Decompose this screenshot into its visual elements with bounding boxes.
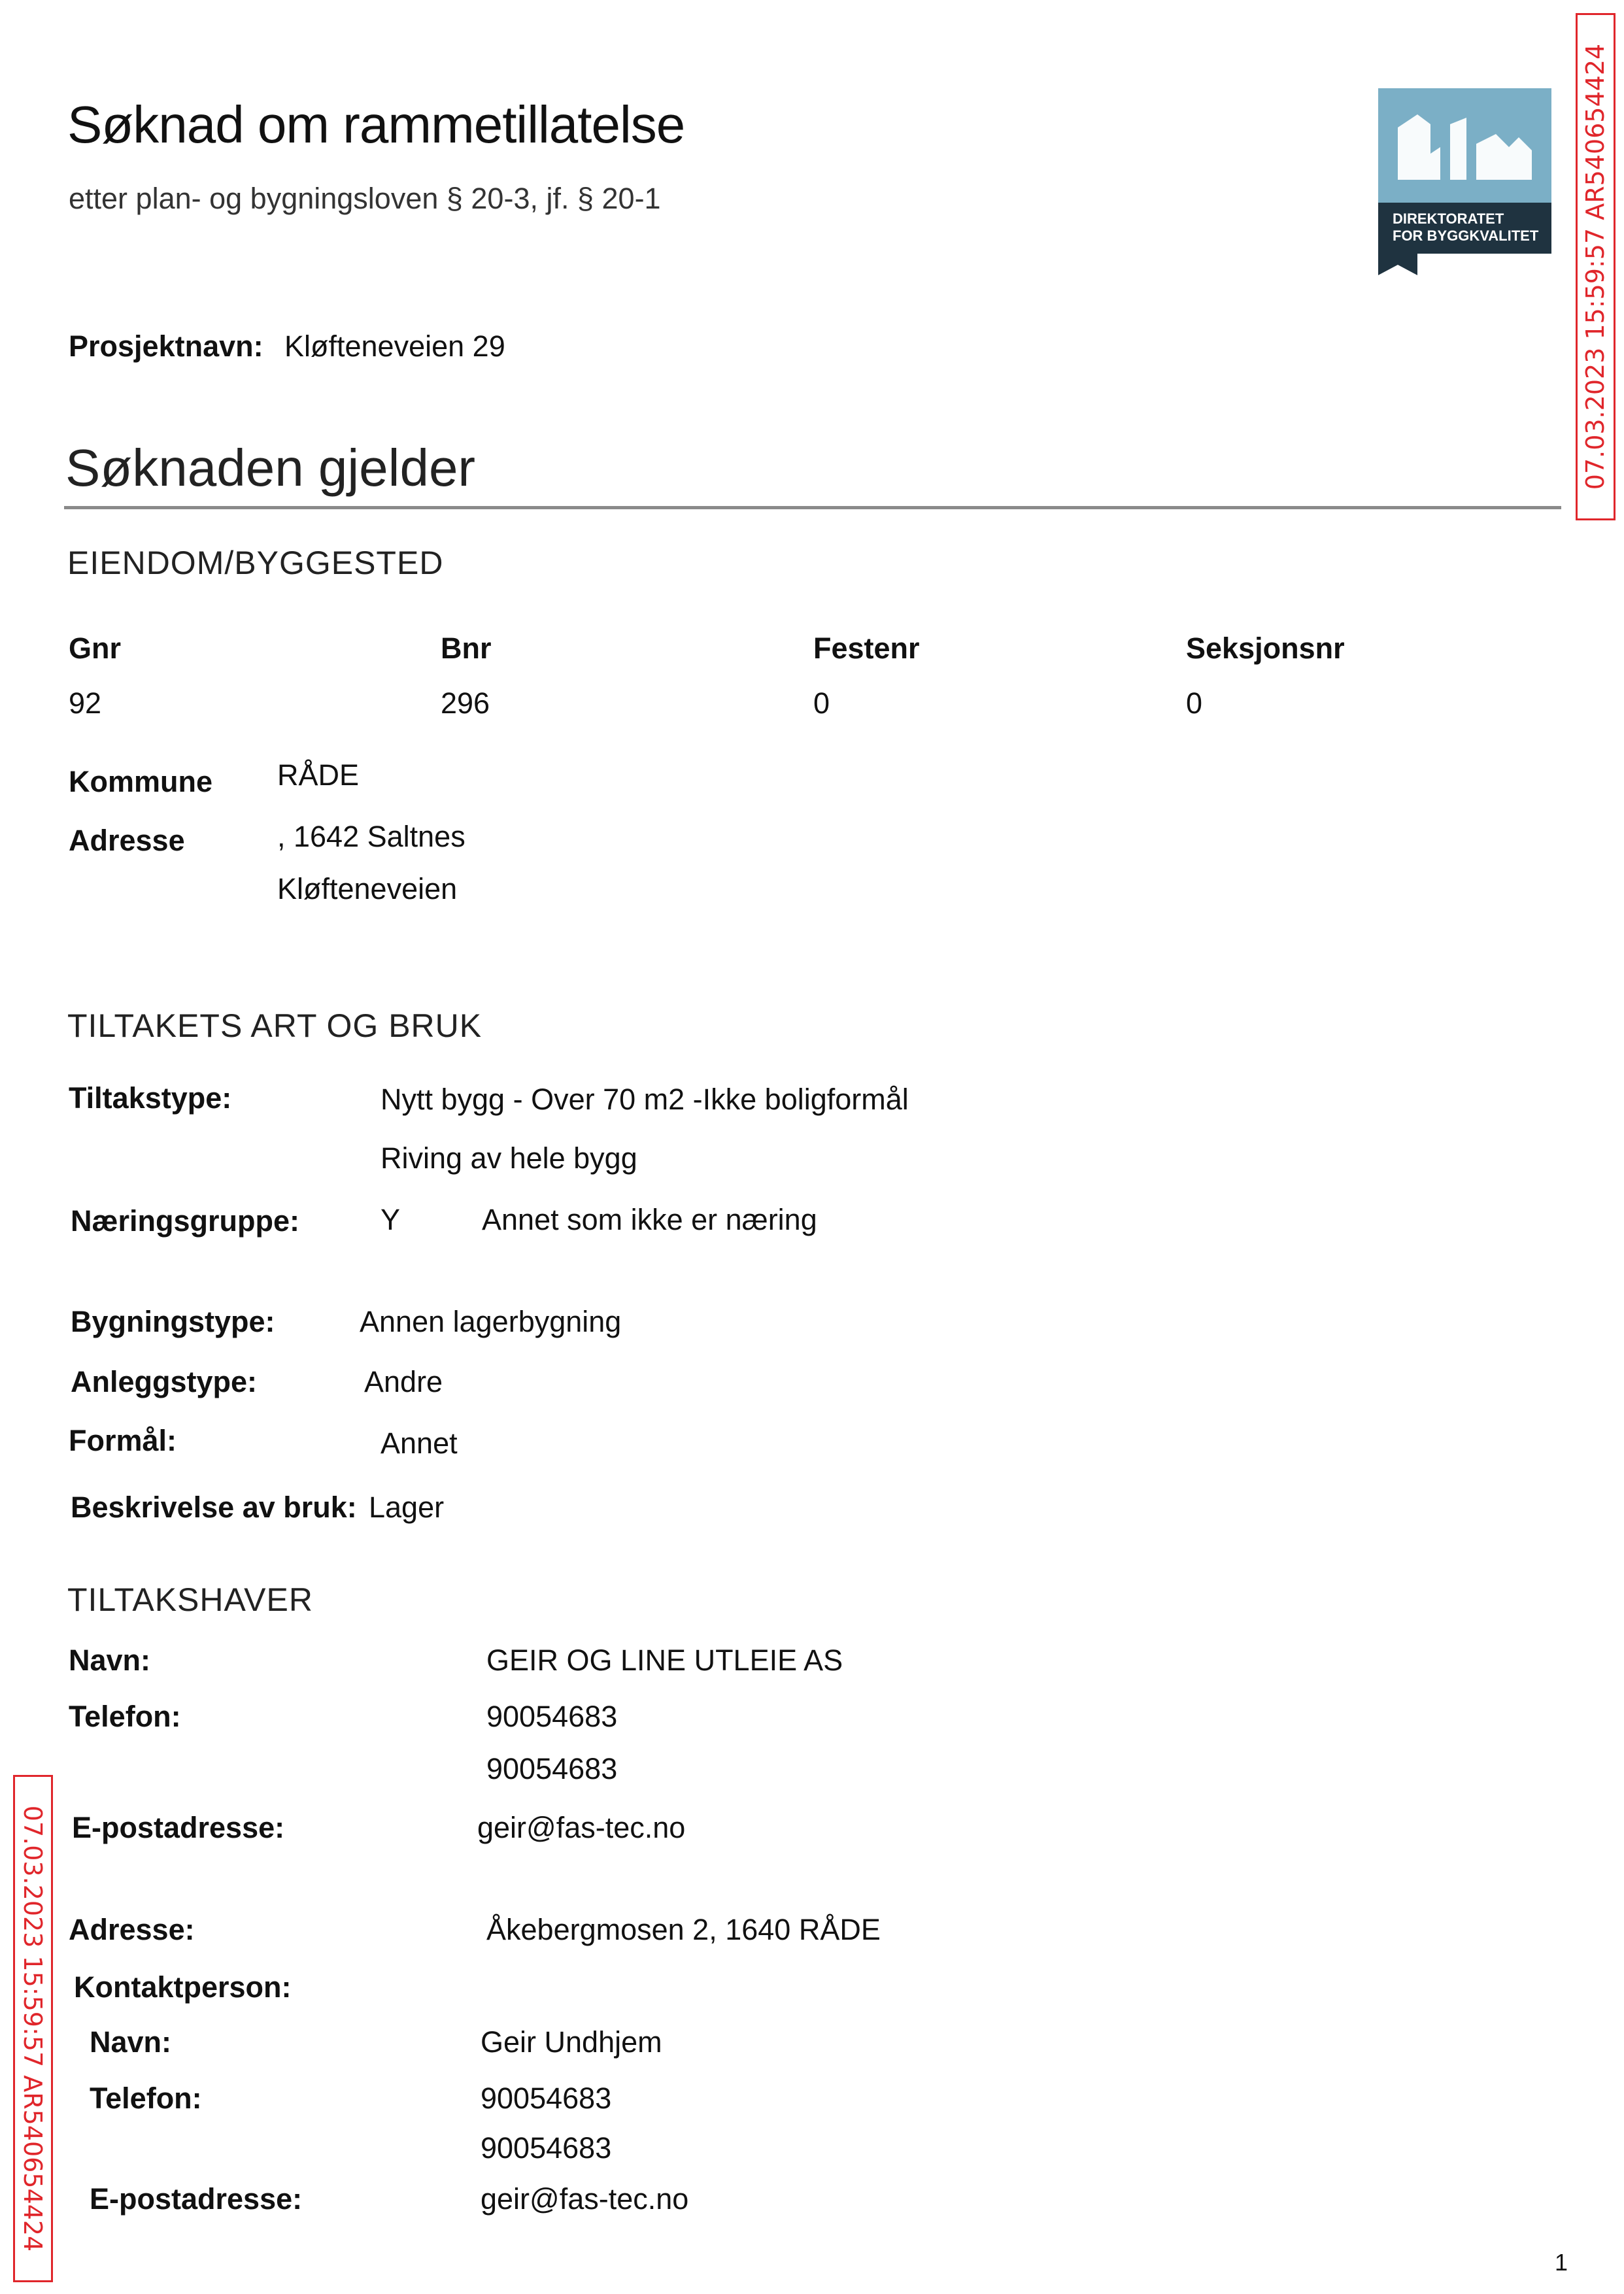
value-bnr: 296	[441, 686, 490, 720]
logo-text-line1: DIREKTORATET	[1393, 211, 1504, 227]
col-festenr: Festenr	[813, 632, 920, 665]
archive-stamp-bottom	[13, 1775, 53, 2282]
th-navn-label: Navn:	[69, 1644, 151, 1677]
document-title: Søknad om rammetillatelse	[67, 95, 685, 154]
adresse-line1: , 1642 Saltnes	[277, 820, 465, 853]
tiltak-heading: TILTAKETS ART OG BRUK	[67, 1007, 482, 1044]
value-festenr: 0	[813, 686, 830, 720]
kp-telefon-label: Telefon:	[90, 2082, 202, 2115]
th-adresse-value: Åkebergmosen 2, 1640 RÅDE	[486, 1913, 881, 1946]
anleggstype-label: Anleggstype:	[71, 1365, 258, 1398]
kp-telefon-value-2: 90054683	[481, 2131, 612, 2165]
th-telefon-value-2: 90054683	[486, 1752, 618, 1785]
naering-label: Næringsgruppe:	[71, 1204, 300, 1238]
adresse-label: Adresse	[69, 824, 185, 857]
archive-stamp-top	[1576, 13, 1616, 520]
value-gnr: 92	[69, 686, 102, 720]
naering-code: Y	[381, 1203, 401, 1236]
document-subtitle: etter plan- og bygningsloven § 20-3, jf. § 20-1	[69, 182, 661, 215]
col-gnr: Gnr	[69, 632, 122, 665]
stamp-text-top: 07.03.2023 15:59:57 AR540654424	[1581, 43, 1610, 490]
formal-label: Formål:	[69, 1424, 177, 1457]
beskrivelse-value: Lager	[369, 1491, 445, 1524]
adresse-line2: Kløfteneveien	[277, 872, 458, 905]
th-telefon-value-1: 90054683	[486, 1700, 618, 1733]
kp-epost-label: E-postadresse:	[90, 2182, 303, 2216]
tiltakstype-label: Tiltakstype:	[69, 1081, 232, 1115]
bygningstype-label: Bygningstype:	[71, 1305, 275, 1338]
kommune-value: RÅDE	[277, 758, 360, 792]
project-label: Prosjektnavn:	[69, 329, 263, 363]
th-epost-label: E-postadresse:	[72, 1811, 285, 1844]
formal-value: Annet	[381, 1426, 458, 1460]
tiltakstype-value-1: Nytt bygg - Over 70 m2 -Ikke boligformål	[381, 1083, 909, 1116]
beskrivelse-label: Beskrivelse av bruk:	[71, 1491, 357, 1524]
section-heading: Søknaden gjelder	[65, 439, 476, 497]
th-epost-value: geir@fas-tec.no	[477, 1811, 686, 1844]
project-value: Kløfteneveien 29	[284, 329, 505, 363]
dibk-logo	[1378, 88, 1551, 275]
tiltakshaver-heading: TILTAKSHAVER	[67, 1581, 313, 1618]
naering-value: Annet som ikke er næring	[482, 1203, 817, 1236]
kp-navn-label: Navn:	[90, 2025, 172, 2059]
th-navn-value: GEIR OG LINE UTLEIE AS	[486, 1644, 843, 1677]
bygningstype-value: Annen lagerbygning	[360, 1305, 622, 1338]
logo-text-line2: FOR BYGGKVALITET	[1393, 228, 1539, 244]
kommune-label: Kommune	[69, 765, 213, 798]
kp-telefon-value-1: 90054683	[481, 2082, 612, 2115]
th-adresse-label: Adresse:	[69, 1913, 195, 1946]
col-bnr: Bnr	[441, 632, 492, 665]
kp-navn-value: Geir Undhjem	[481, 2025, 662, 2059]
value-seksjonsnr: 0	[1186, 686, 1203, 720]
stamp-text-bottom: 07.03.2023 15:59:57 AR540654424	[18, 1805, 48, 2252]
kp-epost-value: geir@fas-tec.no	[481, 2182, 689, 2216]
th-telefon-label: Telefon:	[69, 1700, 181, 1733]
tiltakstype-value-2: Riving av hele bygg	[381, 1141, 637, 1175]
section-divider	[64, 506, 1561, 509]
kontakt-label: Kontaktperson:	[74, 1970, 292, 2004]
col-seksjonsnr: Seksjonsnr	[1186, 632, 1345, 665]
property-heading: EIENDOM/BYGGESTED	[67, 545, 444, 581]
page-number: 1	[1555, 2249, 1568, 2276]
anleggstype-value: Andre	[364, 1365, 443, 1398]
